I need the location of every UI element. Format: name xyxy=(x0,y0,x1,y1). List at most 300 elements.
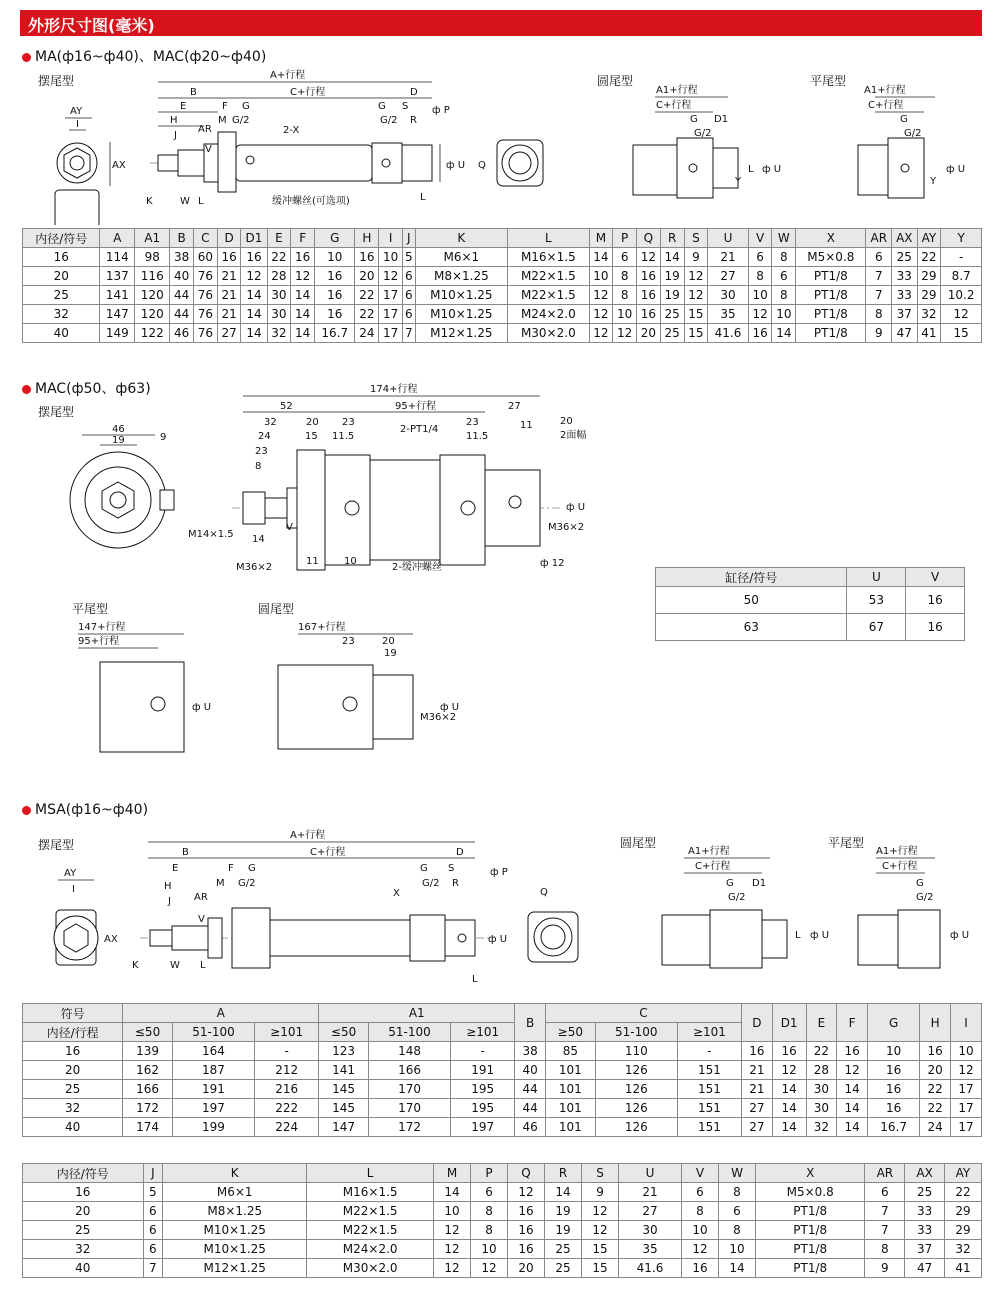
table-cell: 9 xyxy=(866,324,892,343)
table-cell: 17 xyxy=(379,305,403,324)
svg-text:9: 9 xyxy=(160,432,167,443)
svg-text:X: X xyxy=(393,888,400,899)
column-header: P xyxy=(613,229,637,248)
table-cell: 6 xyxy=(866,248,892,267)
table-cell: 16 xyxy=(315,305,355,324)
table-cell: 6 xyxy=(402,267,415,286)
svg-text:24: 24 xyxy=(258,431,271,442)
table-cell: 32 xyxy=(944,1240,981,1259)
svg-text:2-X: 2-X xyxy=(283,125,300,136)
table-cell: 8 xyxy=(865,1240,905,1259)
table-cell: 12 xyxy=(434,1240,471,1259)
table-cell: 7 xyxy=(866,267,892,286)
table-cell: 7 xyxy=(866,286,892,305)
table-cell: M30×2.0 xyxy=(307,1259,434,1278)
table-cell: 33 xyxy=(905,1202,945,1221)
svg-text:H: H xyxy=(164,881,172,892)
table-cell: 17 xyxy=(951,1099,982,1118)
msa-side-view xyxy=(132,828,508,985)
table-cell: 10 xyxy=(315,248,355,267)
table-cell: 21 xyxy=(619,1183,682,1202)
column-header: 符号 xyxy=(23,1004,123,1023)
table-cell: 145 xyxy=(319,1099,369,1118)
table-cell: 21 xyxy=(217,305,241,324)
table-cell: 35 xyxy=(708,305,748,324)
table-cell: 27 xyxy=(708,267,748,286)
table-cell: 10 xyxy=(951,1042,982,1061)
column-header: R xyxy=(660,229,684,248)
table-cell: 16 xyxy=(508,1221,545,1240)
column-header: R xyxy=(545,1164,582,1183)
table-cell: M8×1.25 xyxy=(163,1202,307,1221)
svg-text:R: R xyxy=(410,115,417,126)
table-cell: 15 xyxy=(582,1259,619,1278)
table-cell: 8 xyxy=(719,1221,756,1240)
column-header: F xyxy=(291,229,315,248)
svg-text:G/2: G/2 xyxy=(380,115,398,126)
table-cell: 8 xyxy=(748,267,772,286)
table-cell: 12 xyxy=(951,1061,982,1080)
table-cell: 21 xyxy=(217,267,241,286)
svg-text:C+行程: C+行程 xyxy=(310,847,346,858)
svg-text:2-缓冲螺丝: 2-缓冲螺丝 xyxy=(392,562,442,573)
table-cell: M24×2.0 xyxy=(307,1240,434,1259)
table-cell: 12 xyxy=(589,305,613,324)
table-cell: 145 xyxy=(319,1080,369,1099)
table-row xyxy=(23,324,982,343)
column-header: E xyxy=(267,229,291,248)
table-cell: 50 xyxy=(656,587,847,614)
svg-text:M: M xyxy=(216,878,225,889)
table-cell: 16 xyxy=(906,614,965,641)
table-cell: 22 xyxy=(355,286,379,305)
svg-text:G/2: G/2 xyxy=(694,128,712,139)
table-cell: 101 xyxy=(545,1099,595,1118)
table-cell: 6 xyxy=(682,1183,719,1202)
table-cell: 67 xyxy=(847,614,906,641)
table-cell: 101 xyxy=(545,1080,595,1099)
table-cell: 20 xyxy=(637,324,661,343)
table-cell: 151 xyxy=(677,1061,741,1080)
table-cell: 216 xyxy=(255,1080,319,1099)
table-cell: 14 xyxy=(291,286,315,305)
table-cell: 63 xyxy=(656,614,847,641)
table-cell: 28 xyxy=(267,267,291,286)
table-cell: 20 xyxy=(920,1061,951,1080)
svg-text:C+行程: C+行程 xyxy=(290,87,326,98)
table-cell: 10 xyxy=(719,1240,756,1259)
svg-text:95+行程: 95+行程 xyxy=(395,401,437,412)
table-cell: PT1/8 xyxy=(796,286,866,305)
table-cell: 12 xyxy=(471,1259,508,1278)
table-row xyxy=(656,587,965,614)
table-cell: 40 xyxy=(23,324,100,343)
swing-view-label: 摆尾型 xyxy=(38,74,75,88)
table-cell: 7 xyxy=(865,1221,905,1240)
column-header: Q xyxy=(508,1164,545,1183)
table-cell: 22 xyxy=(267,248,291,267)
table-cell: 30 xyxy=(806,1080,837,1099)
table-cell: 6 xyxy=(772,267,796,286)
round-view-label: 圆尾型 xyxy=(597,74,634,88)
table-cell: M10×1.25 xyxy=(163,1221,307,1240)
table-cell: 21 xyxy=(708,248,748,267)
table-cell: M30×2.0 xyxy=(508,324,589,343)
svg-text:K: K xyxy=(146,196,153,207)
column-header: X xyxy=(756,1164,865,1183)
column-subheader: 51-100 xyxy=(368,1023,450,1042)
table-header-row xyxy=(23,1004,982,1023)
column-header: AR xyxy=(865,1164,905,1183)
column-header: J xyxy=(402,229,415,248)
round-tail-view xyxy=(633,83,781,198)
svg-text:V: V xyxy=(198,914,205,925)
svg-text:AY: AY xyxy=(70,106,83,117)
table-cell: 114 xyxy=(100,248,135,267)
svg-text:W: W xyxy=(180,196,190,207)
table-cell: 30 xyxy=(806,1099,837,1118)
table-cell: 76 xyxy=(193,267,217,286)
table-cell: 187 xyxy=(172,1061,254,1080)
section2-drawing xyxy=(0,380,650,770)
table-cell: M6×1 xyxy=(163,1183,307,1202)
table-cell: 197 xyxy=(172,1099,254,1118)
table-row xyxy=(23,1221,982,1240)
msa-round-tail-view xyxy=(662,844,829,968)
table-cell: 38 xyxy=(515,1042,546,1061)
svg-text:8: 8 xyxy=(255,461,262,472)
svg-text:20: 20 xyxy=(560,416,573,427)
table-cell: 60 xyxy=(193,248,217,267)
table-cell: 6 xyxy=(471,1183,508,1202)
table-cell: 46 xyxy=(515,1118,546,1137)
table-cell: 22 xyxy=(944,1183,981,1202)
table-cell: 16 xyxy=(508,1240,545,1259)
column-header: X xyxy=(796,229,866,248)
table-cell: 44 xyxy=(170,286,194,305)
svg-text:A+行程: A+行程 xyxy=(290,830,326,841)
svg-text:G/2: G/2 xyxy=(232,115,250,126)
table-cell: 16 xyxy=(748,324,772,343)
svg-text:L: L xyxy=(200,960,206,971)
column-header: K xyxy=(415,229,508,248)
table-cell: 25 xyxy=(892,248,917,267)
column-header: I xyxy=(379,229,403,248)
table-cell: 21 xyxy=(742,1080,773,1099)
table-cell: 12 xyxy=(589,286,613,305)
svg-text:AY: AY xyxy=(64,868,77,879)
mac-flat-view-label: 平尾型 xyxy=(72,602,109,616)
table-cell: 8 xyxy=(866,305,892,324)
svg-text:95+行程: 95+行程 xyxy=(78,636,120,647)
table-cell: 122 xyxy=(135,324,170,343)
svg-text:D: D xyxy=(456,847,464,858)
table-cell: 22 xyxy=(806,1042,837,1061)
msa-swing-view-label: 摆尾型 xyxy=(38,838,75,852)
table-cell: PT1/8 xyxy=(796,267,866,286)
table-cell: 37 xyxy=(892,305,917,324)
table-row xyxy=(23,286,982,305)
table-cell: M10×1.25 xyxy=(163,1240,307,1259)
table-cell: M22×1.5 xyxy=(508,267,589,286)
table-cell: 164 xyxy=(172,1042,254,1061)
svg-text:缓冲螺丝(可选项): 缓冲螺丝(可选项) xyxy=(272,196,350,207)
svg-text:AX: AX xyxy=(112,160,126,171)
svg-text:19: 19 xyxy=(384,648,397,659)
table-cell: 7 xyxy=(865,1202,905,1221)
mac-round-view-label: 圆尾型 xyxy=(258,602,295,616)
table-cell: 16 xyxy=(241,248,267,267)
svg-text:G: G xyxy=(420,863,428,874)
table-cell: 166 xyxy=(123,1080,173,1099)
table-cell: 137 xyxy=(100,267,135,286)
table-cell: PT1/8 xyxy=(756,1202,865,1221)
svg-text:G: G xyxy=(726,878,734,889)
table-cell: 25 xyxy=(545,1259,582,1278)
table-cell: 22 xyxy=(920,1099,951,1118)
column-header: G xyxy=(867,1004,919,1042)
table-cell: 14 xyxy=(291,305,315,324)
table-cell: 6 xyxy=(748,248,772,267)
column-header: F xyxy=(837,1004,868,1042)
table-cell: 123 xyxy=(319,1042,369,1061)
table-cell: 172 xyxy=(368,1118,450,1137)
column-header: W xyxy=(719,1164,756,1183)
table-cell: 8 xyxy=(613,286,637,305)
table-cell: 16 xyxy=(867,1061,919,1080)
svg-text:ф U: ф U xyxy=(810,930,830,941)
table-cell: 25 xyxy=(23,1080,123,1099)
column-subheader: 内径/行程 xyxy=(23,1023,123,1042)
table-header-row xyxy=(656,568,965,587)
table-cell: PT1/8 xyxy=(796,305,866,324)
svg-text:ф U: ф U xyxy=(566,502,586,513)
table-cell: PT1/8 xyxy=(756,1221,865,1240)
table-cell: 10 xyxy=(867,1042,919,1061)
table-cell: M22×1.5 xyxy=(508,286,589,305)
mac-flat-tail-view xyxy=(78,620,211,752)
table-cell: 9 xyxy=(684,248,708,267)
table-cell: 10 xyxy=(434,1202,471,1221)
table-cell: 16 xyxy=(637,305,661,324)
table-cell: 12 xyxy=(434,1221,471,1240)
table-cell: 44 xyxy=(170,305,194,324)
table-cell: 27 xyxy=(742,1099,773,1118)
column-header: L xyxy=(307,1164,434,1183)
table-cell: 6 xyxy=(143,1240,163,1259)
column-header: G xyxy=(315,229,355,248)
table-cell: 6 xyxy=(865,1183,905,1202)
svg-text:2面幅: 2面幅 xyxy=(560,430,587,441)
table-cell: 20 xyxy=(23,267,100,286)
table-cell: 14 xyxy=(772,1118,806,1137)
table-cell: 12 xyxy=(684,286,708,305)
column-header: A1 xyxy=(135,229,170,248)
table-cell: 199 xyxy=(172,1118,254,1137)
svg-text:C+行程: C+行程 xyxy=(656,100,692,111)
table-row xyxy=(23,1118,982,1137)
table-header-row xyxy=(23,229,982,248)
svg-text:V: V xyxy=(286,522,293,533)
table-header-row xyxy=(23,1164,982,1183)
svg-text:G/2: G/2 xyxy=(916,892,934,903)
table-cell: 126 xyxy=(595,1061,677,1080)
table-row xyxy=(23,305,982,324)
table-cell: 14 xyxy=(241,305,267,324)
svg-text:L: L xyxy=(420,192,426,203)
column-header: U xyxy=(619,1164,682,1183)
table-cell: 29 xyxy=(917,286,941,305)
table-cell: 40 xyxy=(23,1118,123,1137)
table-cell: 6 xyxy=(143,1221,163,1240)
column-subheader: ≥101 xyxy=(451,1023,515,1042)
table-cell: 5 xyxy=(143,1183,163,1202)
svg-text:C+行程: C+行程 xyxy=(868,100,904,111)
svg-text:19: 19 xyxy=(112,435,125,446)
table-cell: 6 xyxy=(402,305,415,324)
table-row xyxy=(23,1080,982,1099)
svg-text:G: G xyxy=(900,114,908,125)
column-header: M xyxy=(434,1164,471,1183)
svg-text:A1+行程: A1+行程 xyxy=(656,85,698,96)
table-cell: 126 xyxy=(595,1099,677,1118)
svg-text:23: 23 xyxy=(466,417,479,428)
table-cell: 30 xyxy=(708,286,748,305)
table-cell: 162 xyxy=(123,1061,173,1080)
svg-text:G: G xyxy=(242,101,250,112)
svg-text:M36×2: M36×2 xyxy=(236,562,273,573)
swing-end-view xyxy=(55,106,126,225)
msa-flat-tail-view xyxy=(858,844,969,968)
column-subheader: 51-100 xyxy=(172,1023,254,1042)
table-cell: 28 xyxy=(806,1061,837,1080)
table-cell: 22 xyxy=(920,1080,951,1099)
column-header: B xyxy=(170,229,194,248)
column-header: AY xyxy=(944,1164,981,1183)
table-cell: 14 xyxy=(241,286,267,305)
table-cell: 6 xyxy=(143,1202,163,1221)
svg-text:20: 20 xyxy=(382,636,395,647)
table-cell: 12 xyxy=(582,1202,619,1221)
svg-text:ф 12: ф 12 xyxy=(540,558,565,569)
table-cell: 20 xyxy=(508,1259,545,1278)
table-cell: 15 xyxy=(684,305,708,324)
page-title: 外形尺寸图(毫米) xyxy=(28,16,155,35)
table-cell: 37 xyxy=(905,1240,945,1259)
table-cell: 7 xyxy=(402,324,415,343)
svg-text:ф U: ф U xyxy=(762,164,782,175)
table-cell: 7 xyxy=(143,1259,163,1278)
section3-drawing xyxy=(0,820,1000,990)
svg-text:G/2: G/2 xyxy=(422,878,440,889)
table-cell: 10 xyxy=(613,305,637,324)
table-cell: 16.7 xyxy=(315,324,355,343)
column-header: I xyxy=(951,1004,982,1042)
table-cell: 126 xyxy=(595,1118,677,1137)
table-cell: 32 xyxy=(23,305,100,324)
table-cell: 12 xyxy=(682,1240,719,1259)
column-header: AY xyxy=(917,229,941,248)
table-cell: M8×1.25 xyxy=(415,267,508,286)
table-cell: 14 xyxy=(434,1183,471,1202)
table-cell: 40 xyxy=(170,267,194,286)
column-header: 内径/符号 xyxy=(23,1164,144,1183)
column-header: D1 xyxy=(241,229,267,248)
svg-text:AX: AX xyxy=(104,934,118,945)
table-cell: 16.7 xyxy=(867,1118,919,1137)
column-header: 缸径/符号 xyxy=(656,568,847,587)
table-cell: 6 xyxy=(613,248,637,267)
svg-text:10: 10 xyxy=(344,556,357,567)
svg-text:B: B xyxy=(182,847,189,858)
table-cell: 12 xyxy=(772,1061,806,1080)
table-cell: 195 xyxy=(451,1099,515,1118)
table-cell: 14 xyxy=(589,248,613,267)
table-row xyxy=(23,1061,982,1080)
column-header: U xyxy=(847,568,906,587)
cylinder-front-view xyxy=(478,140,543,186)
svg-text:A1+行程: A1+行程 xyxy=(876,846,918,857)
svg-text:B: B xyxy=(190,87,197,98)
svg-text:F: F xyxy=(222,101,228,112)
svg-text:A1+行程: A1+行程 xyxy=(688,846,730,857)
table-cell: 10 xyxy=(379,248,403,267)
table-cell: 22 xyxy=(355,305,379,324)
table-cell: M16×1.5 xyxy=(307,1183,434,1202)
table-cell: 25 xyxy=(23,1221,144,1240)
table-cell: PT1/8 xyxy=(756,1259,865,1278)
table-cell: 32 xyxy=(23,1240,144,1259)
table-cell: 8 xyxy=(682,1202,719,1221)
table-cell: 16 xyxy=(508,1202,545,1221)
table-cell: 32 xyxy=(267,324,291,343)
column-header: Q xyxy=(637,229,661,248)
table-cell: 151 xyxy=(677,1080,741,1099)
svg-text:G: G xyxy=(690,114,698,125)
table-cell: 25 xyxy=(660,305,684,324)
svg-text:D1: D1 xyxy=(714,114,729,125)
section3-heading: MSA(ф16~ф40) xyxy=(22,802,148,818)
column-header: J xyxy=(143,1164,163,1183)
table-cell: 10.2 xyxy=(941,286,982,305)
svg-text:Y: Y xyxy=(735,176,742,187)
svg-text:G/2: G/2 xyxy=(904,128,922,139)
table-cell: 8.7 xyxy=(941,267,982,286)
table-cell: 29 xyxy=(944,1202,981,1221)
table-cell: 47 xyxy=(892,324,917,343)
table-cell: 40 xyxy=(515,1061,546,1080)
table-cell: 35 xyxy=(619,1240,682,1259)
flat-tail-view xyxy=(858,83,965,198)
mac-round-tail-view xyxy=(278,620,459,749)
svg-text:M36×2: M36×2 xyxy=(420,712,457,723)
table-row xyxy=(23,1183,982,1202)
table-cell: 33 xyxy=(892,267,917,286)
table-cell: M22×1.5 xyxy=(307,1202,434,1221)
column-header: M xyxy=(589,229,613,248)
table-cell: 12 xyxy=(684,267,708,286)
table-ma-dimensions xyxy=(22,228,982,343)
msa-front-view xyxy=(528,887,578,962)
table-cell: 12 xyxy=(637,248,661,267)
table-cell: 212 xyxy=(255,1061,319,1080)
table-cell: 12 xyxy=(941,305,982,324)
mac-side-view xyxy=(188,382,586,573)
column-header: C xyxy=(545,1004,741,1023)
section1-drawing xyxy=(0,60,1000,225)
table-cell: 170 xyxy=(368,1080,450,1099)
table-cell: M12×1.25 xyxy=(163,1259,307,1278)
